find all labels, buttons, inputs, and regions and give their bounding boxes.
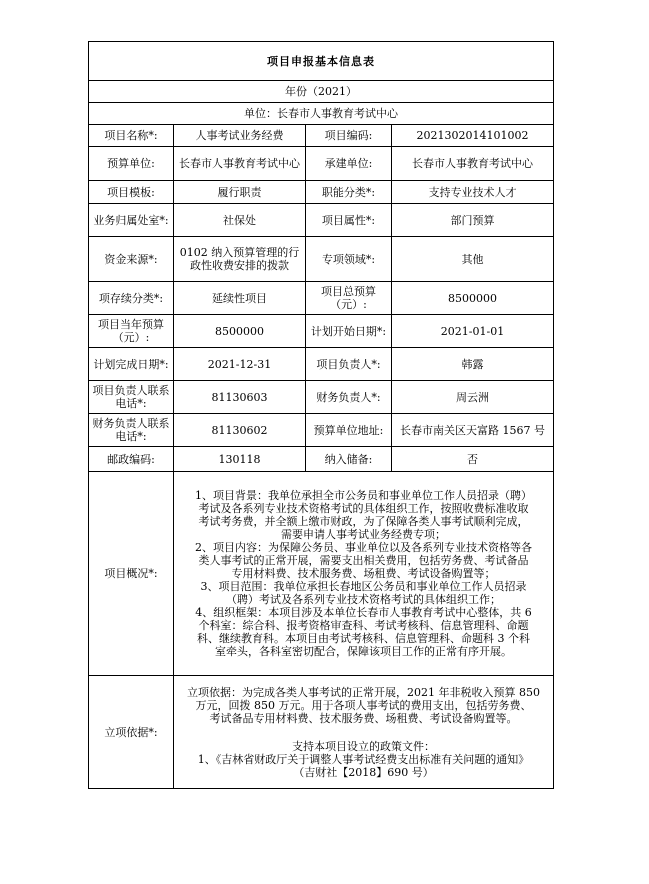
field-value: 延续性项目 <box>174 282 306 315</box>
info-row <box>89 237 554 282</box>
project-basis-row <box>89 676 554 789</box>
project-basis-line: （吉财社【2018】690 号） <box>293 765 434 779</box>
info-row <box>89 204 554 237</box>
field-label: 承建单位: <box>306 147 392 181</box>
project-basis-line <box>177 725 550 740</box>
project-basis-text <box>174 676 554 789</box>
field-value: 长春市南关区天富路 1567 号 <box>392 414 554 447</box>
field-label: 资金来源*: <box>89 237 174 282</box>
project-overview-line: 个科室：综合科、报考资格审查科、考试考核科、信息管理科、命题 <box>198 619 529 632</box>
field-label: 预算单位: <box>89 147 174 181</box>
field-label: 项目名称*: <box>89 125 174 147</box>
field-value: 130118 <box>174 447 306 472</box>
field-value: 长春市人事教育考试中心 <box>174 147 306 181</box>
field-value: 2021-12-31 <box>174 348 306 381</box>
info-row <box>89 125 554 147</box>
field-value: 部门预算 <box>392 204 554 237</box>
field-label: 项目负责人*: <box>306 348 392 381</box>
field-label: 项目编码: <box>306 125 392 147</box>
field-label: 计划开始日期*: <box>306 315 392 348</box>
field-value: 0102 纳入预算管理的行政性收费安排的拨款 <box>174 237 306 282</box>
field-value: 81130603 <box>174 381 306 414</box>
field-label: 纳入储备: <box>306 447 392 472</box>
field-label: 业务归属处室*: <box>89 204 174 237</box>
info-row <box>89 381 554 414</box>
field-label: 项目模板: <box>89 181 174 204</box>
project-info-table <box>88 41 554 789</box>
project-overview-line: 2、项目内容：为保障公务员、事业单位以及各系列专业技术资格等各 <box>195 541 532 554</box>
project-basis-line: 支持本项目设立的政策文件： <box>292 739 435 753</box>
field-label: 职能分类*: <box>306 181 392 204</box>
field-value: 周云洲 <box>392 381 554 414</box>
project-basis-label: 立项依据*: <box>89 676 174 789</box>
field-value: 8500000 <box>174 315 306 348</box>
field-label: 项目当年预算（元）: <box>89 315 174 348</box>
project-overview-line: 1、项目背景：我单位承担全市公务员和事业单位工作人员招录（聘） <box>195 489 532 502</box>
project-overview-text <box>174 472 554 676</box>
field-label: 计划完成日期*: <box>89 348 174 381</box>
field-label: 预算单位地址: <box>306 414 392 447</box>
project-overview-line: 室牵头，各科室密切配合，保障该项目工作的正常有序开展。 <box>215 645 512 658</box>
field-label: 项存续分类*: <box>89 282 174 315</box>
field-value: 否 <box>392 447 554 472</box>
field-value: 社保处 <box>174 204 306 237</box>
project-basis-line: 考试备品专用材料费、技术服务费、场租费、考试设备购置等。 <box>209 711 518 725</box>
field-value: 支持专业技术人才 <box>392 181 554 204</box>
project-overview-line: 专用材料费、技术服务费、场租费、考试设备购置等； <box>231 567 496 580</box>
project-overview-line: 3、项目范围：我单位承担长春地区公务员和事业单位工作人员招录 <box>200 580 527 593</box>
project-basis-line: 万元，回拨 850 万元。用于各项人事考试的费用支出，包括劳务费、 <box>195 698 532 712</box>
year-line: 年份（2021） <box>89 81 554 103</box>
field-label: 项目负责人联系电话*: <box>89 381 174 414</box>
field-label: 邮政编码: <box>89 447 174 472</box>
project-overview-line: 考试考务费，并全额上缴市财政，为了保障各类人事考试顺利完成， <box>198 515 529 528</box>
info-row <box>89 315 554 348</box>
info-row <box>89 282 554 315</box>
field-value: 长春市人事教育考试中心 <box>392 147 554 181</box>
project-overview-label: 项目概况*: <box>89 472 174 676</box>
field-value: 韩露 <box>392 348 554 381</box>
info-row <box>89 181 554 204</box>
info-row <box>89 447 554 472</box>
info-row <box>89 147 554 181</box>
project-overview-line: （聘）考试及各系列专业技术资格考试的具体组织工作； <box>226 593 501 606</box>
field-value: 履行职责 <box>174 181 306 204</box>
field-label: 项目属性*: <box>306 204 392 237</box>
field-label: 财务负责人联系电话*: <box>89 414 174 447</box>
project-overview-line: 类人事考试的正常开展，需要支出相关费用，包括劳务费、考试备品 <box>198 554 529 567</box>
field-value: 2021302014101002 <box>392 125 554 147</box>
project-basis-line: 1、《吉林省财政厅关于调整人事考试经费支出标准有关问题的通知》 <box>197 752 530 766</box>
field-label: 专项领域*: <box>306 237 392 282</box>
field-value: 2021-01-01 <box>392 315 554 348</box>
info-row <box>89 414 554 447</box>
unit-line: 单位：长春市人事教育考试中心 <box>89 103 554 125</box>
info-row <box>89 348 554 381</box>
field-value: 人事考试业务经费 <box>174 125 306 147</box>
field-label: 财务负责人*: <box>306 381 392 414</box>
project-overview-line: 考试及各系列专业技术资格考试的具体组织工作，按照收费标准收取 <box>198 502 529 515</box>
project-overview-line: 科、继续教育科。本项目由考试考核科、信息管理科、命题科 3 个科 <box>197 632 530 645</box>
project-basis-line: 立项依据：为完成各类人事考试的正常开展，2021 年非税收入预算 850 <box>187 685 540 699</box>
field-value: 81130602 <box>174 414 306 447</box>
project-overview-line: 4、组织框架：本项目涉及本单位长春市人事教育考试中心整体，共 6 <box>195 606 532 619</box>
field-value: 其他 <box>392 237 554 282</box>
project-overview-line: 需要申请人事考试业务经费专项； <box>281 528 446 541</box>
page-title: 项目申报基本信息表 <box>89 42 554 81</box>
project-overview-row <box>89 472 554 676</box>
field-label: 项目总预算（元）: <box>306 282 392 315</box>
field-value: 8500000 <box>392 282 554 315</box>
